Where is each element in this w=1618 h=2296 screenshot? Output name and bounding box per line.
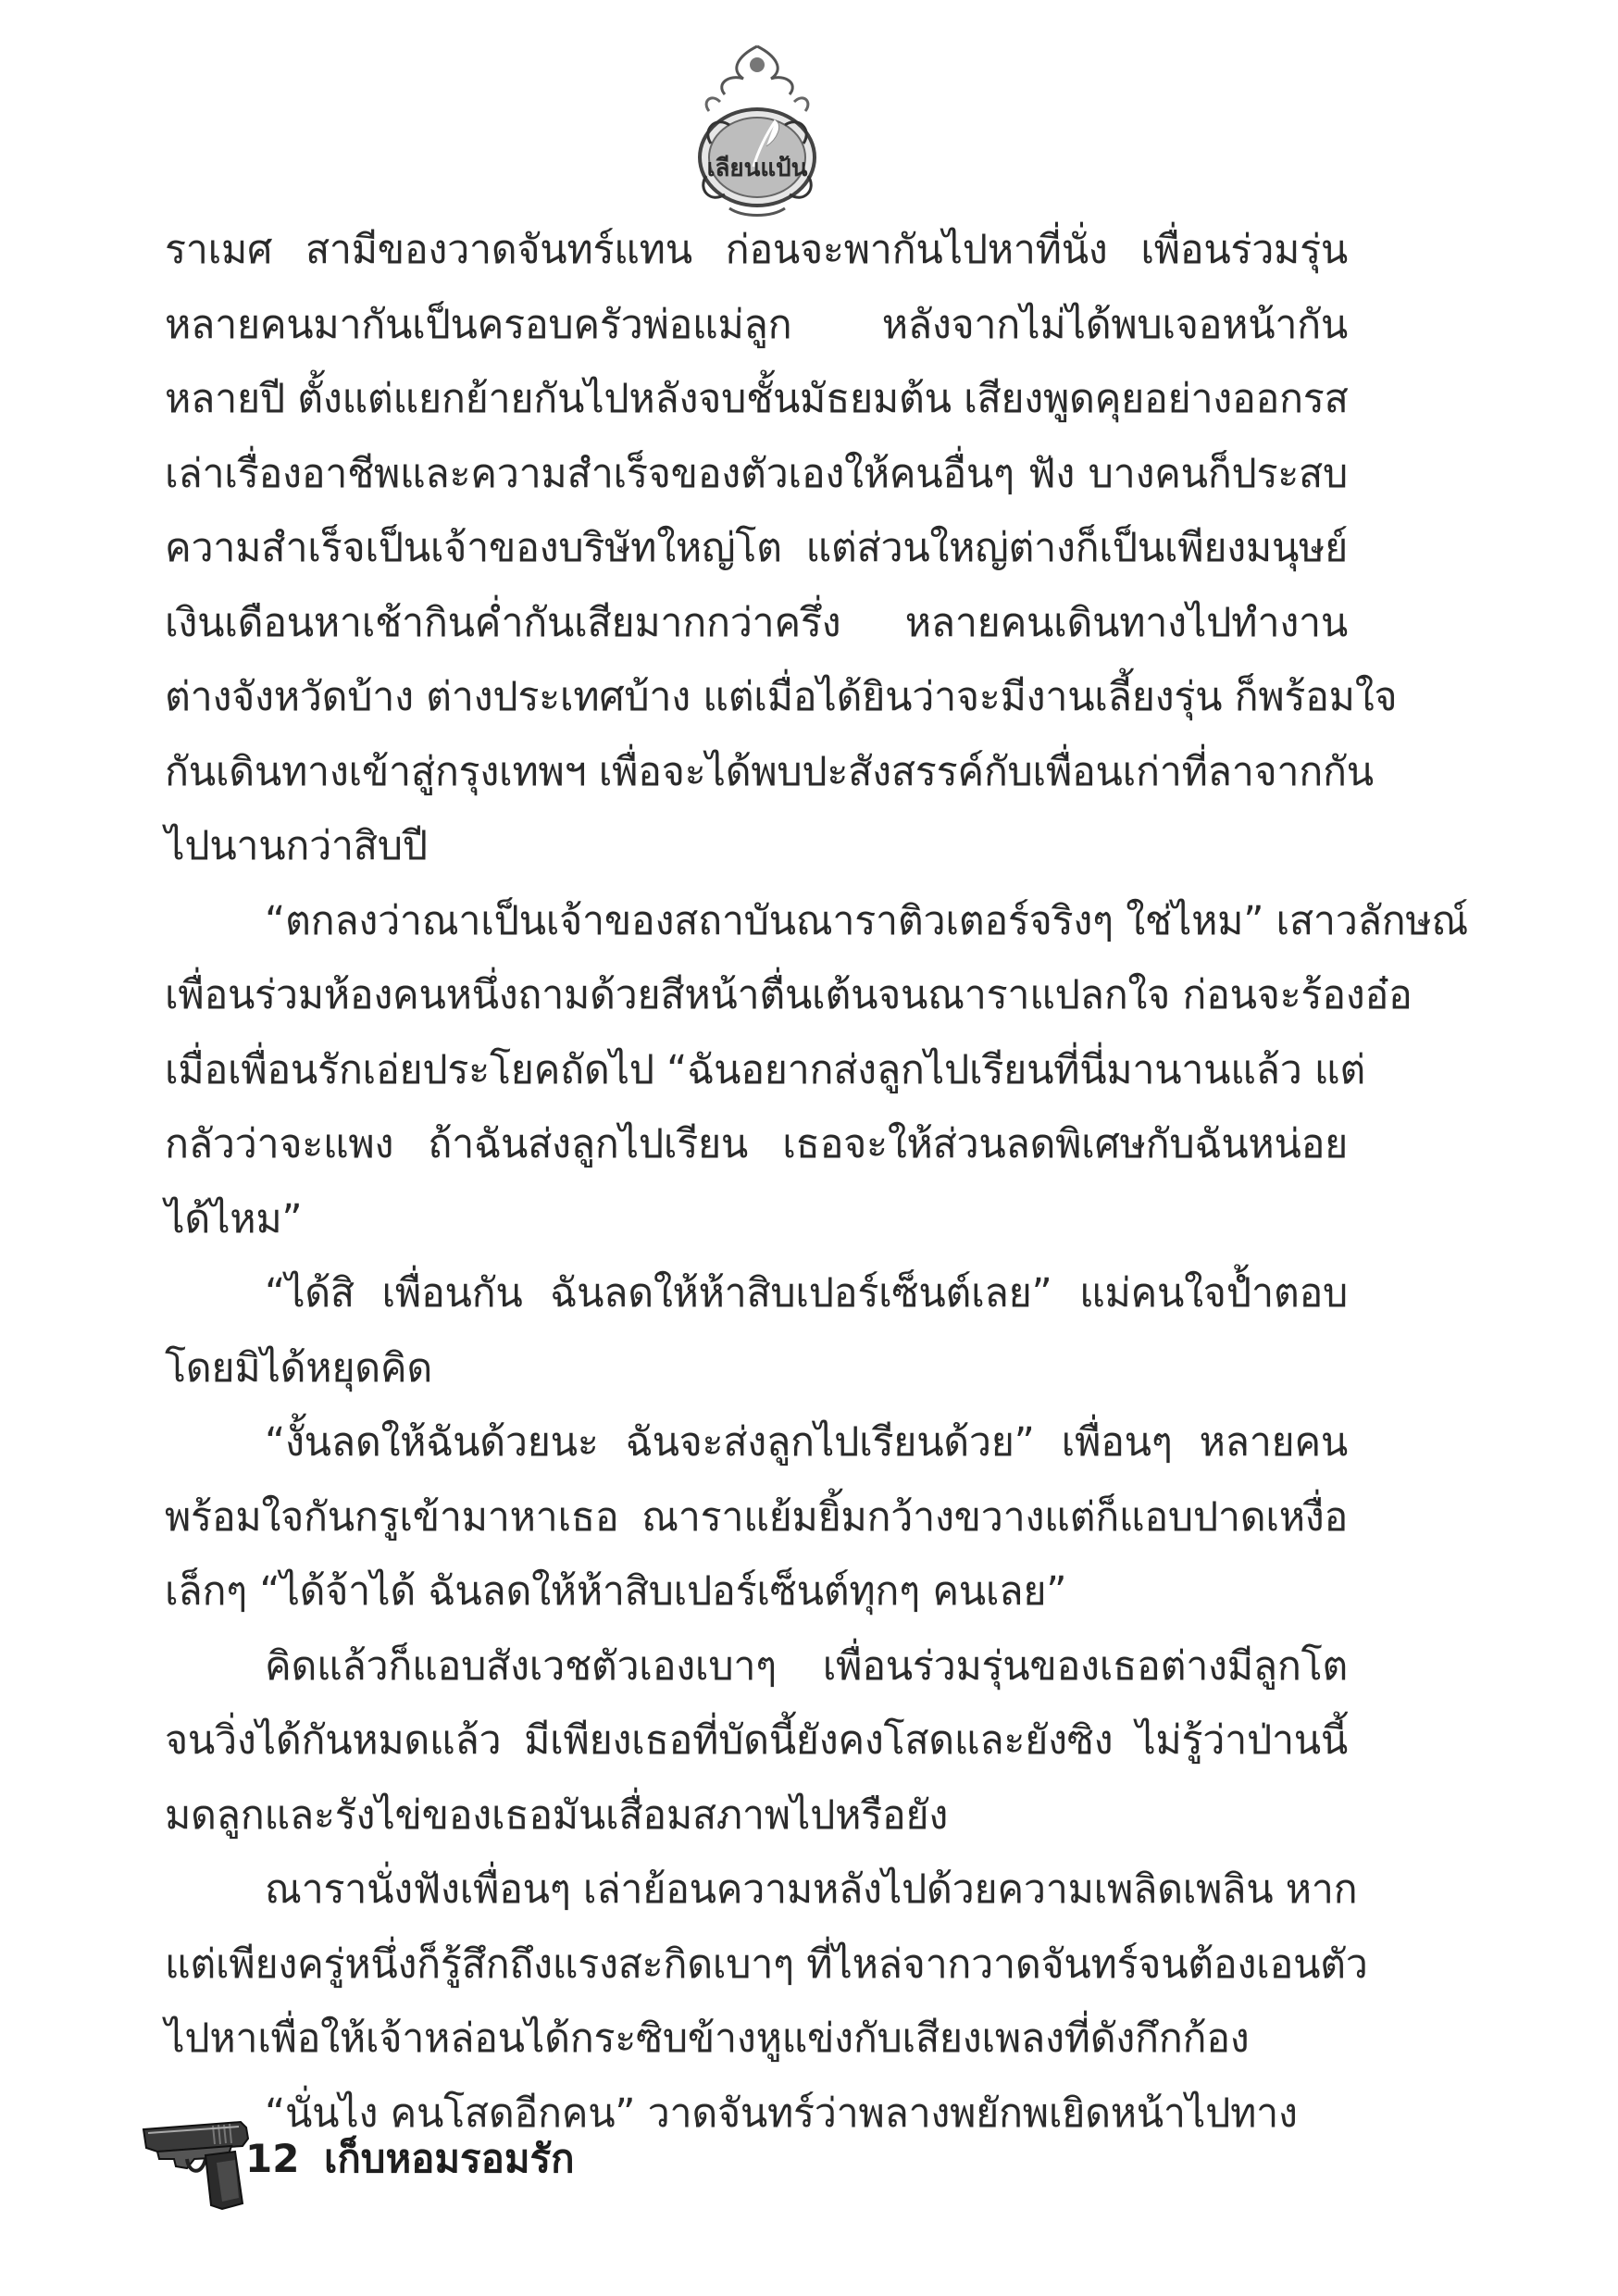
text-line: กันเดินทางเข้าสู่กรุงเทพฯ เพื่อจะได้พบปะสังสรรค์กับเพื่อนเก่าที่ลาจากกัน xyxy=(165,748,1374,795)
text-line: คิดแล้วก็แอบสังเวชตัวเองเบาๆ เพื่อนร่วมรุ่นของเธอต่างมีลูกโต xyxy=(265,1642,1348,1690)
text-line: “ได้สิ เพื่อนกัน ฉันลดให้ห้าสิบเปอร์เซ็นต์เลย” แม่คนใจป้ำตอบ xyxy=(265,1270,1348,1316)
page-number: 12 xyxy=(245,2136,300,2181)
logo-text: เลียนแป้น xyxy=(706,155,808,182)
text-line: ความสำเร็จเป็นเจ้าของบริษัทใหญ่โต แต่ส่วนใหญ่ต่างก็เป็นเพียงมนุษย์ xyxy=(165,525,1348,571)
text-line: ไปหาเพื่อให้เจ้าหล่อนได้กระซิบข้างหูแข่งกับเสียงเพลงที่ดังกึกก้อง xyxy=(165,2015,1250,2062)
text-line: เมื่อเพื่อนรักเอ่ยประโยคถัดไป “ฉันอยากส่งลูกไปเรียนที่นี่มานานแล้ว แต่ xyxy=(165,1046,1365,1093)
text-line: โดยมิได้หยุดคิด xyxy=(165,1344,432,1391)
page-footer xyxy=(139,2102,972,2213)
text-line: หลายปี ตั้งแต่แยกย้ายกันไปหลังจบชั้นมัธยมต้น เสียงพูดคุยอย่างออกรส xyxy=(165,376,1349,422)
text-line: ต่างจังหวัดบ้าง ต่างประเทศบ้าง แต่เมื่อได้ยินว่าจะมีงานเลี้ยงรุ่น ก็พร้อมใจ xyxy=(165,674,1398,720)
book-title: เก็บหอมรอมรัก xyxy=(324,2136,575,2181)
text-line: “ตกลงว่าณาเป็นเจ้าของสถาบันณาราติวเตอร์จริงๆ ใช่ไหม” เสาวลักษณ์ xyxy=(265,897,1469,944)
text-line: เล็กๆ “ได้จ้าได้ ฉันลดให้ห้าสิบเปอร์เซ็นต์ทุกๆ คนเลย” xyxy=(165,1568,1067,1615)
text-line: เงินเดือนหาเช้ากินค่ำกันเสียมากกว่าครึ่ง หลายคนเดินทางไปทำงาน xyxy=(165,599,1348,646)
text-line: เพื่อนร่วมห้องคนหนึ่งถามด้วยสีหน้าตื่นเต้นจนณาราแปลกใจ ก่อนจะร้องอ๋อ xyxy=(165,972,1413,1018)
text-line: “งั้นลดให้ฉันด้วยนะ ฉันจะส่งลูกไปเรียนด้วย” เพื่อนๆ หลายคน xyxy=(265,1419,1348,1466)
text-line: หลายคนมากันเป็นครอบครัวพ่อแม่ลูก หลังจากไม่ได้พบเจอหน้ากัน xyxy=(165,301,1348,348)
text-line: “นั่นไง คนโสดอีกคน” วาดจันทร์ว่าพลางพยักพเยิดหน้าไปทาง xyxy=(265,2090,1298,2137)
text-line: แต่เพียงครู่หนึ่งก็รู้สึกถึงแรงสะกิดเบาๆ ที่ไหล่จากวาดจันทร์จนต้องเอนตัว xyxy=(165,1940,1368,1988)
text-line: จนวิ่งได้กันหมดแล้ว มีเพียงเธอที่บัดนี้ยังคงโสดและยังซิง ไม่รู้ว่าป่านนี้ xyxy=(165,1717,1348,1764)
text-line: ณารานั่งฟังเพื่อนๆ เล่าย้อนความหลังไปด้วยความเพลิดเพลิน หาก xyxy=(265,1866,1358,1913)
body-text xyxy=(165,213,1469,2151)
text-line: มดลูกและรังไข่ของเธอมันเสื่อมสภาพไปหรือยัง xyxy=(165,1791,949,1839)
pistol-icon xyxy=(139,2102,255,2213)
text-line: ได้ไหม” xyxy=(165,1195,303,1242)
text-line: ไปนานกว่าสิบปี xyxy=(165,823,428,869)
text-line: เล่าเรื่องอาชีพและความสำเร็จของตัวเองให้คนอื่นๆ ฟัง บางคนก็ประสบ xyxy=(165,450,1348,497)
text-line: ราเมศ สามีของวาดจันทร์แทน ก่อนจะพากันไปหาที่นั่ง เพื่อนร่วมรุ่น xyxy=(165,227,1348,273)
text-line: กลัวว่าจะแพง ถ้าฉันส่งลูกไปเรียน เธอจะให้ส่วนลดพิเศษกับฉันหน่อย xyxy=(165,1121,1348,1167)
ornament-logo-icon xyxy=(674,37,840,222)
text-line: พร้อมใจกันกรูเข้ามาหาเธอ ณาราแย้มยิ้มกว้างขวางแต่ก็แอบปาดเหงื่อ xyxy=(165,1493,1348,1541)
